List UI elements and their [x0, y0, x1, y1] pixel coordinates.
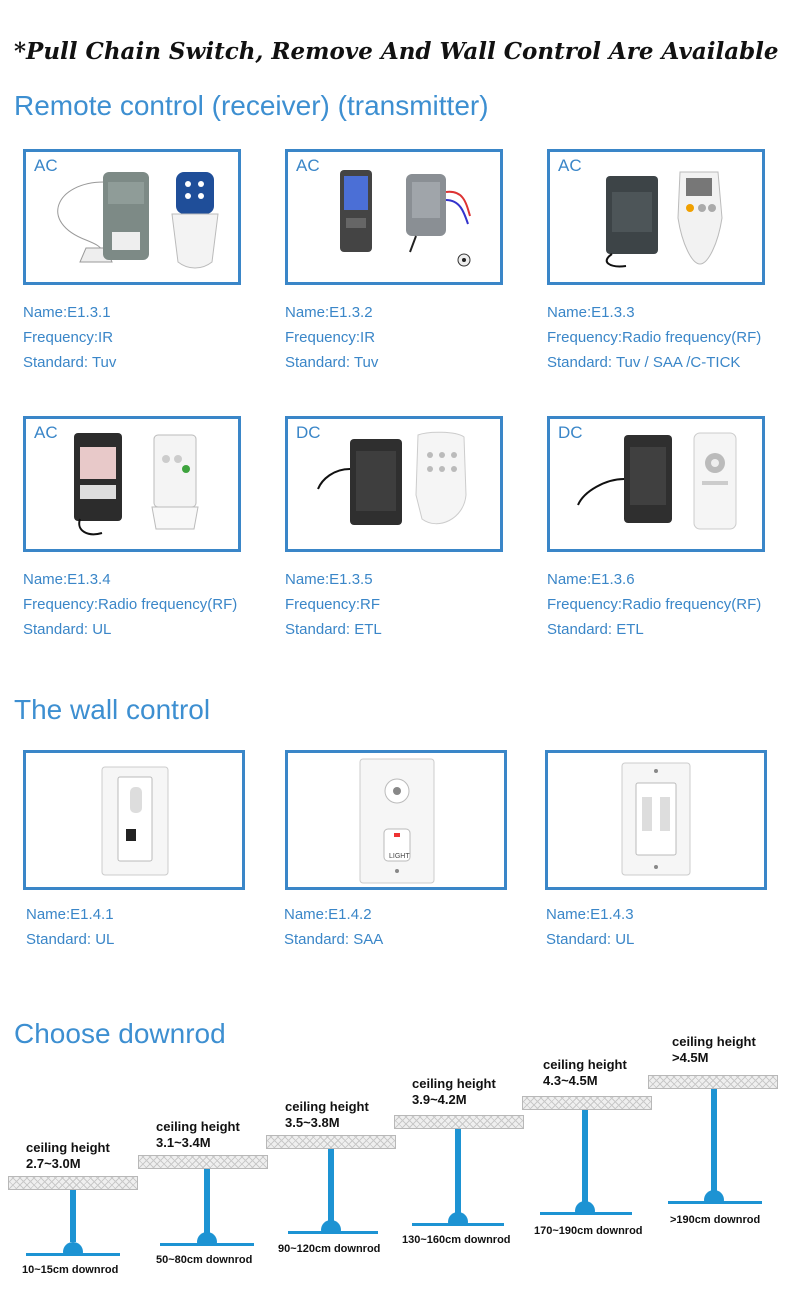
product-name: Name:E1.3.2	[285, 304, 373, 321]
remote-e132-image	[288, 152, 500, 282]
wall-card-e141	[23, 750, 245, 890]
ceiling-bar	[394, 1115, 524, 1129]
product-name: Name:E1.3.1	[23, 304, 111, 321]
downrod	[582, 1110, 588, 1202]
fan-blade	[160, 1243, 254, 1246]
product-frequency: Frequency:IR	[23, 329, 114, 346]
product-standard: Standard: SAA	[284, 931, 384, 948]
product-name: Name:E1.3.5	[285, 571, 373, 588]
wall-spec-e143	[546, 902, 634, 952]
downrod-ceiling-label: ceiling height 3.9~4.2M	[412, 1076, 496, 1107]
product-standard: Standard: UL	[23, 621, 112, 638]
product-frequency: Frequency:RF	[285, 596, 381, 613]
power-tag: AC	[558, 156, 582, 175]
downrod-ceiling-label: ceiling height 4.3~4.5M	[543, 1057, 627, 1088]
fan-blade	[288, 1231, 378, 1234]
downrod	[204, 1169, 210, 1233]
power-tag: AC	[34, 423, 58, 442]
product-standard: Standard: Tuv / SAA /C-TICK	[547, 354, 741, 371]
product-name: Name:E1.4.3	[546, 906, 634, 923]
fan-blade	[540, 1212, 632, 1215]
product-standard: Standard: ETL	[285, 621, 382, 638]
downrod-ceiling-label: ceiling height 2.7~3.0M	[26, 1140, 110, 1171]
fan-blade	[26, 1253, 120, 1256]
ceiling-bar	[266, 1135, 396, 1149]
wall-e142-image	[288, 753, 504, 887]
remote-card-e132	[285, 149, 503, 285]
product-name: Name:E1.4.2	[284, 906, 372, 923]
downrod-length-label: 10~15cm downrod	[22, 1264, 119, 1276]
downrod	[328, 1149, 334, 1221]
remote-e134-image	[26, 419, 238, 549]
downrod	[711, 1089, 717, 1191]
fan-blade	[412, 1223, 504, 1226]
downrod-length-label: 50~80cm downrod	[156, 1254, 253, 1266]
remote-spec-e135	[285, 567, 382, 642]
downrod-length-label: 170~190cm downrod	[534, 1225, 643, 1237]
wall-e141-image	[26, 753, 242, 887]
product-name: Name:E1.3.3	[547, 304, 635, 321]
product-name: Name:E1.4.1	[26, 906, 114, 923]
remote-e136-image	[550, 419, 762, 549]
downrod-length-label: 130~160cm downrod	[402, 1234, 511, 1246]
wall-spec-e141	[26, 902, 114, 952]
remote-spec-e133	[547, 300, 761, 375]
remote-card-e135	[285, 416, 503, 552]
wall-card-e142	[285, 750, 507, 890]
ceiling-bar	[648, 1075, 778, 1089]
remote-card-e136	[547, 416, 765, 552]
ceiling-bar	[522, 1096, 652, 1110]
power-tag: DC	[296, 423, 321, 442]
remote-card-e131	[23, 149, 241, 285]
downrod-length-label: >190cm downrod	[670, 1214, 761, 1226]
downrod-ceiling-label: ceiling height 3.1~3.4M	[156, 1119, 240, 1150]
product-standard: Standard: UL	[546, 931, 635, 948]
power-tag: DC	[558, 423, 583, 442]
product-name: Name:E1.3.6	[547, 571, 635, 588]
headline: *Pull Chain Switch, Remove And Wall Control Are Available	[14, 38, 779, 65]
downrod-length-label: 90~120cm downrod	[278, 1243, 381, 1255]
product-standard: Standard: ETL	[547, 621, 644, 638]
product-frequency: Frequency:IR	[285, 329, 376, 346]
downrod-ceiling-label: ceiling height >4.5M	[672, 1034, 756, 1065]
remote-spec-e134	[23, 567, 237, 642]
downrod-section-title: Choose downrod	[14, 1018, 226, 1049]
remote-spec-e132	[285, 300, 378, 375]
remote-section-title: Remote control (receiver) (transmitter)	[14, 90, 489, 121]
wall-section-title: The wall control	[14, 694, 211, 725]
remote-card-e133	[547, 149, 765, 285]
wall-spec-e142	[284, 902, 383, 952]
product-frequency: Frequency:Radio frequency(RF)	[23, 596, 238, 613]
power-tag: AC	[34, 156, 58, 175]
product-frequency: Frequency:Radio frequency(RF)	[547, 596, 762, 613]
product-frequency: Frequency:Radio frequency(RF)	[547, 329, 762, 346]
remote-e135-image	[288, 419, 500, 549]
remote-spec-e131	[23, 300, 116, 375]
remote-card-e134	[23, 416, 241, 552]
wall-card-e143	[545, 750, 767, 890]
power-tag: AC	[296, 156, 320, 175]
product-standard: Standard: UL	[26, 931, 115, 948]
fan-blade	[668, 1201, 762, 1204]
downrod-ceiling-label: ceiling height 3.5~3.8M	[285, 1099, 369, 1130]
downrod	[455, 1129, 461, 1213]
product-standard: Standard: Tuv	[285, 354, 379, 371]
product-name: Name:E1.3.4	[23, 571, 111, 588]
remote-e133-image	[550, 152, 762, 282]
light-switch-label: LIGHT	[389, 853, 410, 860]
remote-spec-e136	[547, 567, 761, 642]
ceiling-bar	[8, 1176, 138, 1190]
downrod	[70, 1190, 76, 1242]
wall-e143-image	[548, 753, 764, 887]
remote-e131-image	[26, 152, 238, 282]
ceiling-bar	[138, 1155, 268, 1169]
product-standard: Standard: Tuv	[23, 354, 117, 371]
